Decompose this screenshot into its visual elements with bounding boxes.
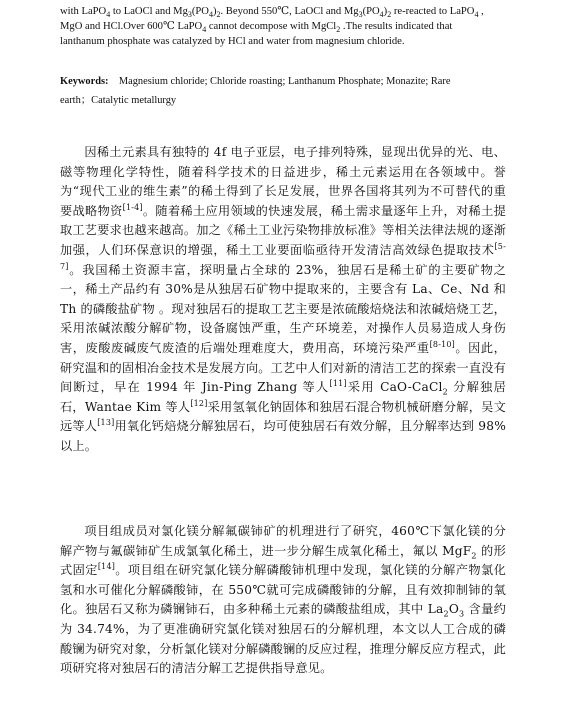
keywords-label: Keywords: xyxy=(60,76,109,87)
citation: [8-10] xyxy=(429,339,455,349)
citation: [14] xyxy=(97,562,116,572)
citation: [5-7] xyxy=(60,241,506,271)
keywords-text-cont: earth；Catalytic metallurgy xyxy=(60,95,177,106)
citation: [1-4] xyxy=(122,202,143,212)
intro-paragraph-1 xyxy=(60,143,506,457)
abstract-line: MgO and HCl.Over 600℃ LaPO$_4$ cannot decompose with MgCl$_2$ .The results indicated that xyxy=(60,21,453,35)
citation: [11] xyxy=(329,379,347,389)
citation: [12] xyxy=(190,398,208,408)
paragraph: 因稀土元素具有独特的 4f 电子亚层，电子排列特殊，显现出优异的光、电、磁等物理化学特性，随着科学技术的日益进步，稀土元素运用在各领域中。誉为“现代工业的维生素”的稀土得到了长足发展，世界各国将其列为不可替代的重要战略物资[1-4]。随着稀土应用领域的快速发展，稀土需求量逐年上升，对稀土提取工艺要求也越来越高。加之《稀土工业污染物排放标准》等相关法律法规的逐渐加强，人们环保意识的增强，稀土工业要面临亟待开发清洁高效绿色提取技术[5-7]。我国稀土资源丰富，探明量占全球的 23%，独居石是稀土矿的主要矿物之一，稀土产品约有 30%是从独居石矿物中提取来的，主要含有 La、Ce、Nd 和 Th 的磷酸盐矿物 。现对独居石的提取工艺主要是浓硫酸焙烧法和浓碱焙烧工艺，采用浓碱浓酸分解矿物，设备腐蚀严重，生产环境差，对操作人员易造成人身伤害，废酸废碱废气废渣的后端处理难度大，费用高，环境污染严重[8-10]。因此，研究温和的固相冶金技术是发展方向。工艺中人们对新的清洁工艺的探索一直没有间断过，早在 1994 年 Jin-Ping Zhang 等人[11]采用 CaO-CaCl$_2$ 分解独居石，Wantae Kim 等人[12]采用氢氧化钠固体和独居石混合物机械研磨分解，吴文远等人[13]用氧化钙焙烧分解独居石，均可使独居石有效分解，且分解率达到 98%以上。 xyxy=(60,145,507,453)
paragraph: 项目组成员对氯化镁分解氟碳铈矿的机理进行了研究，460℃下氯化镁的分解产物与氟碳铈矿生成氯氧化稀土，进一步分解生成氧化稀土，氟以 MgF$_2$ 的形式固定[14]。项目组在研究氯化镁分解磷酸铈机理中发现，氯化镁的分解产物氯化氢和水可催化分解磷酸铈，在 550℃就可完成磷酸铈的分解，且有效抑制铈的氧化。独居石又称为磷镧铈石，由多种稀土元素的磷酸盐组成，其中 $La_2O_3$ 含量约为 34.74%，为了更准确研究氯化镁对独居石的分解机理，本文以人工合成的磷酸镧为研究对象，分析氯化镁对分解磷酸镧的反应过程，推理分解反应方程式，此项研究将对独居石的清洁分解工艺提供指导意见。 xyxy=(60,524,506,676)
abstract-line: lanthanum phosphate was catalyzed by HCl and water from magnesium chloride. xyxy=(60,36,405,47)
keywords-block xyxy=(60,72,500,110)
intro-paragraph-2 xyxy=(60,522,506,679)
citation: [13] xyxy=(97,418,115,428)
abstract-tail xyxy=(60,4,500,49)
keywords-text: Magnesium chloride; Chloride roasting; Lanthanum Phosphate; Monazite; Rare xyxy=(118,76,451,87)
abstract-line: with LaPO$_4$ to LaOCl and $Mg_3(PO_4)_2$. Beyond 550℃, LaOCl and $Mg_3(PO_4)_2$ re-reacted to LaPO$_4$ , xyxy=(60,6,484,20)
